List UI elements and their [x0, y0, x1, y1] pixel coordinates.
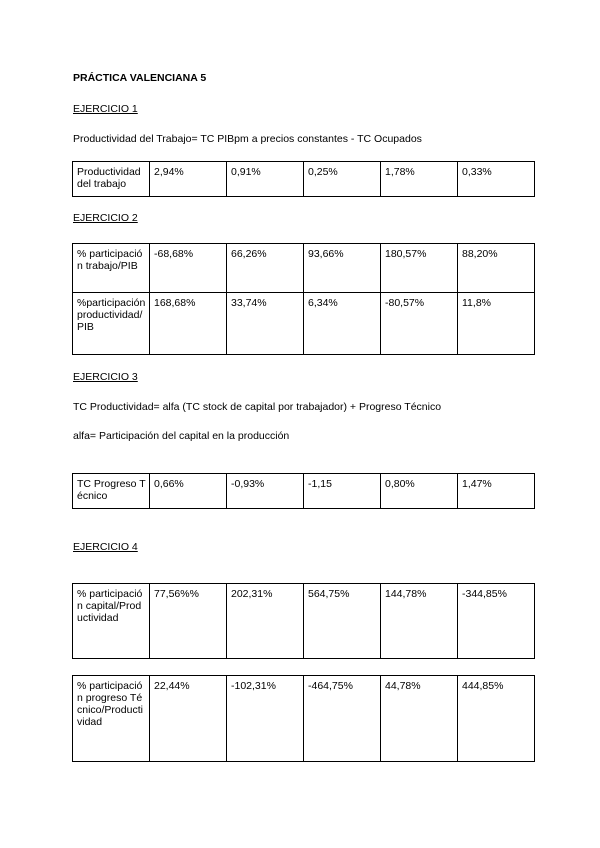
table-cell: 202,31% — [227, 584, 304, 659]
table-cell: -68,68% — [150, 244, 227, 293]
table-cell: 168,68% — [150, 293, 227, 355]
table-cell: -344,85% — [458, 584, 535, 659]
table-cell: 66,26% — [227, 244, 304, 293]
row-label: TC Progreso Técnico — [73, 474, 150, 509]
ejercicio-4-table-capital — [72, 583, 535, 659]
table-cell: 180,57% — [381, 244, 458, 293]
table-cell: 0,80% — [381, 474, 458, 509]
row-label: % participación progreso Técnico/Productividad — [73, 676, 150, 762]
table-row — [73, 474, 535, 509]
table-cell: 1,47% — [458, 474, 535, 509]
table-cell: -464,75% — [304, 676, 381, 762]
table-cell: 1,78% — [381, 162, 458, 197]
table-row — [73, 244, 535, 293]
table-cell: 0,91% — [227, 162, 304, 197]
table-row — [73, 584, 535, 659]
table-cell: 44,78% — [381, 676, 458, 762]
table-cell: 0,25% — [304, 162, 381, 197]
ejercicio-3-heading: EJERCICIO 3 — [73, 371, 138, 383]
row-label: % participación trabajo/PIB — [73, 244, 150, 293]
ejercicio-3-formula-1: TC Productividad= alfa (TC stock de capital por trabajador) + Progreso Técnico — [73, 401, 442, 413]
ejercicio-1-formula: Productividad del Trabajo= TC PIBpm a precios constantes - TC Ocupados — [73, 133, 422, 145]
table-row — [73, 676, 535, 762]
table-cell: -0,93% — [227, 474, 304, 509]
table-cell: -102,31% — [227, 676, 304, 762]
row-label: % participación capital/Productividad — [73, 584, 150, 659]
table-cell: 2,94% — [150, 162, 227, 197]
table-cell: 11,8% — [458, 293, 535, 355]
table-cell: 77,56%% — [150, 584, 227, 659]
ejercicio-1-table — [72, 161, 535, 197]
table-cell: 6,34% — [304, 293, 381, 355]
ejercicio-4-heading: EJERCICIO 4 — [73, 541, 138, 553]
table-cell: 0,66% — [150, 474, 227, 509]
ejercicio-2-table — [72, 243, 535, 355]
table-cell: 33,74% — [227, 293, 304, 355]
table-cell: 22,44% — [150, 676, 227, 762]
ejercicio-2-heading: EJERCICIO 2 — [73, 212, 138, 224]
row-label: Productividad del trabajo — [73, 162, 150, 197]
table-cell: 88,20% — [458, 244, 535, 293]
row-label: %participación productividad/PIB — [73, 293, 150, 355]
ejercicio-3-formula-2: alfa= Participación del capital en la producción — [73, 430, 290, 442]
ejercicio-4-table-progreso — [72, 675, 535, 762]
table-row — [73, 162, 535, 197]
table-cell: 144,78% — [381, 584, 458, 659]
table-cell: 93,66% — [304, 244, 381, 293]
table-cell: -1,15 — [304, 474, 381, 509]
table-cell: 564,75% — [304, 584, 381, 659]
page-title: PRÁCTICA VALENCIANA 5 — [73, 72, 207, 84]
table-cell: -80,57% — [381, 293, 458, 355]
table-cell: 444,85% — [458, 676, 535, 762]
ejercicio-1-heading: EJERCICIO 1 — [73, 103, 138, 115]
table-cell: 0,33% — [458, 162, 535, 197]
table-row — [73, 293, 535, 355]
ejercicio-3-table — [72, 473, 535, 509]
